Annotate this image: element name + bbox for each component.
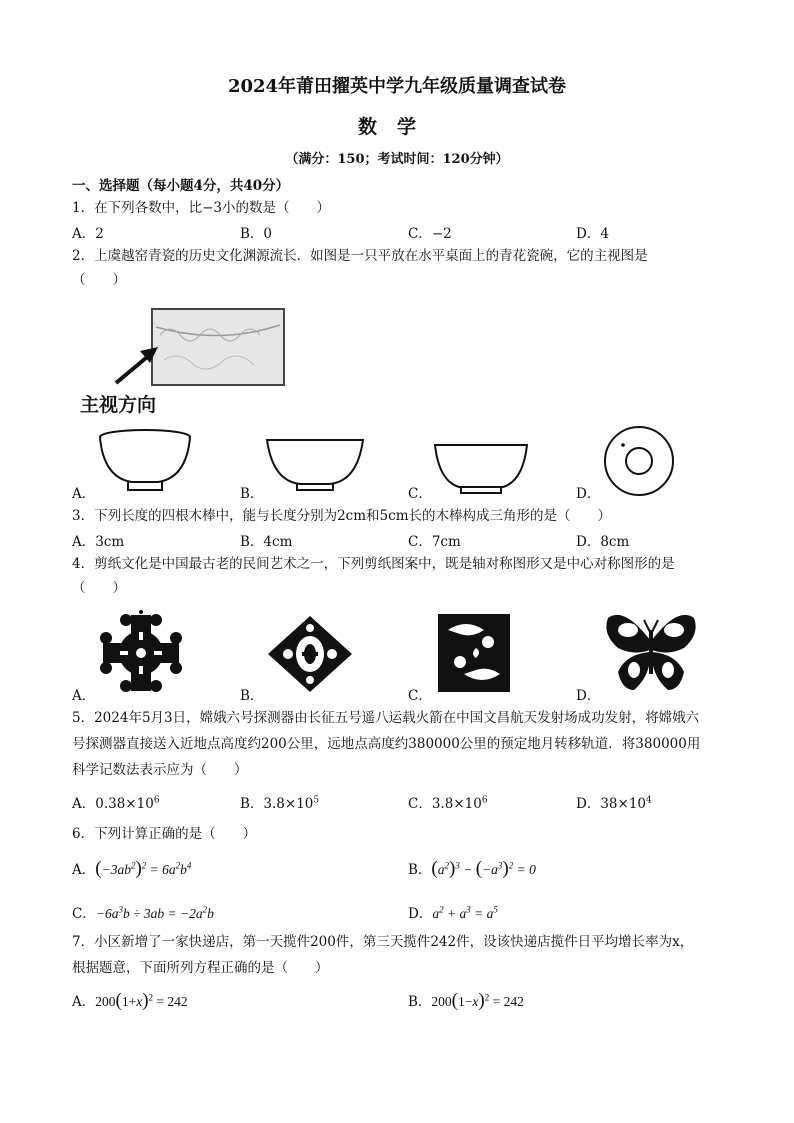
q2-option-a: A． bbox=[72, 486, 96, 502]
section-heading: 一、选择题（每小题4分，共40分） bbox=[72, 178, 290, 194]
subject-title: 数学 bbox=[357, 116, 436, 138]
q6-expr-a: $(-3ab^2)^2 = 6a^2b^4$ bbox=[95, 858, 192, 879]
q5-option-a: A．$0.38\times 10^6$ bbox=[72, 795, 160, 812]
q6-stem: 6．下列计算正确的是（ ） bbox=[72, 826, 257, 842]
q5-option-c: C．$3.8\times 10^6$ bbox=[408, 795, 488, 812]
q2-option-d: D． bbox=[576, 486, 601, 502]
bowl-top-view-d bbox=[602, 424, 676, 498]
q1-option-b: B．0 bbox=[240, 226, 273, 242]
q4-stem-line2: （ ） bbox=[72, 580, 126, 596]
q6-option-b: B．$(a^2)^3 - (-a^3)^2 = 0$ bbox=[408, 858, 536, 879]
q6-expr-b: $(a^2)^3 - (-a^3)^2 = 0$ bbox=[431, 858, 536, 879]
q2-option-b: B． bbox=[240, 486, 264, 502]
q7-line1: 7．小区新增了一家快递店，第一天揽件200件，第三天揽件242件，设该快递店揽件日平均增长率为x， bbox=[72, 934, 694, 950]
q7-expr-a: $200(1+x)^2 = 242$ bbox=[95, 990, 188, 1011]
papercut-butterfly-d bbox=[604, 610, 698, 694]
bowl-front-view-b bbox=[265, 436, 365, 494]
q4-option-c: C． bbox=[408, 688, 432, 704]
q5-option-b: B．$3.8\times 10^5$ bbox=[240, 795, 320, 812]
bowl-front-view-c bbox=[433, 443, 529, 495]
exam-title: 2024年莆田擢英中学九年级质量调查试卷 bbox=[227, 76, 567, 97]
q5-line1: 5．2024年5月3日，嫦娥六号探测器由长征五号遥八运载火箭在中国文昌航天发射场成功发射，将嫦娥六 bbox=[72, 710, 700, 726]
q1-option-a: A．2 bbox=[72, 226, 104, 242]
q4-option-a: A． bbox=[72, 688, 96, 704]
q1-stem: 1．在下列各数中，比−3小的数是（ ） bbox=[72, 200, 330, 216]
q3-stem: 3．下列长度的四根木棒中，能与长度分别为2cm和5cm长的木棒构成三角形的是（ ） bbox=[72, 508, 611, 524]
q4-stem-line1: 4．剪纸文化是中国最古老的民间艺术之一，下列剪纸图案中，既是轴对称图形又是中心对称图形的是 bbox=[72, 556, 675, 572]
papercut-pattern-c bbox=[436, 612, 512, 694]
q6-expr-d: $a^2 + a^3 = a^5$ bbox=[432, 904, 498, 921]
q7-option-a: A．$200(1+x)^2 = 242$ bbox=[72, 990, 188, 1011]
q7-line2: 根据题意，下面所列方程正确的是（ ） bbox=[72, 960, 329, 976]
q7-option-b: B．$200(1-x)^2 = 242$ bbox=[408, 990, 524, 1011]
q5-option-d: D．$38\times 10^4$ bbox=[576, 795, 652, 812]
q6-option-d: D．$a^2 + a^3 = a^5$ bbox=[408, 904, 498, 922]
q3-option-c: C．7cm bbox=[408, 534, 461, 550]
q5-line3: 科学记数法表示应为（ ） bbox=[72, 762, 248, 778]
exam-info: （满分：150；考试时间：120分钟） bbox=[285, 152, 509, 167]
q6-option-a: A．$(-3ab^2)^2 = 6a^2b^4$ bbox=[72, 858, 192, 879]
q4-option-d: D． bbox=[576, 688, 601, 704]
q3-option-d: D．8cm bbox=[576, 534, 630, 550]
bowl-front-view-a bbox=[98, 428, 194, 494]
q2-stem-line1: 2．上虞越窑青瓷的历史文化渊源流长．如图是一只平放在水平桌面上的青花瓷碗，它的主视图是 bbox=[72, 248, 648, 264]
q2-stem-line2: （ ） bbox=[72, 272, 126, 288]
q5-line2: 号探测器直接送入近地点高度约200公里，远地点高度约380000公里的预定地月转移轨道．将380000用 bbox=[72, 736, 701, 752]
q3-option-b: B．4cm bbox=[240, 534, 293, 550]
q2-option-c: C． bbox=[408, 486, 432, 502]
q6-option-c: C．$-6a^3b \div 3ab = -2a^2b$ bbox=[72, 904, 214, 922]
q6-expr-c: $-6a^3b \div 3ab = -2a^2b$ bbox=[95, 904, 214, 921]
view-direction-label: 主视方向 bbox=[80, 394, 157, 416]
q4-option-b: B． bbox=[240, 688, 264, 704]
q3-option-a: A．3cm bbox=[72, 534, 125, 550]
papercut-pattern-b bbox=[266, 614, 354, 694]
papercut-pattern-a bbox=[96, 610, 186, 696]
q1-option-c: C．−2 bbox=[408, 226, 452, 242]
q1-option-d: D．4 bbox=[576, 226, 609, 242]
q7-expr-b: $200(1-x)^2 = 242$ bbox=[431, 990, 524, 1011]
